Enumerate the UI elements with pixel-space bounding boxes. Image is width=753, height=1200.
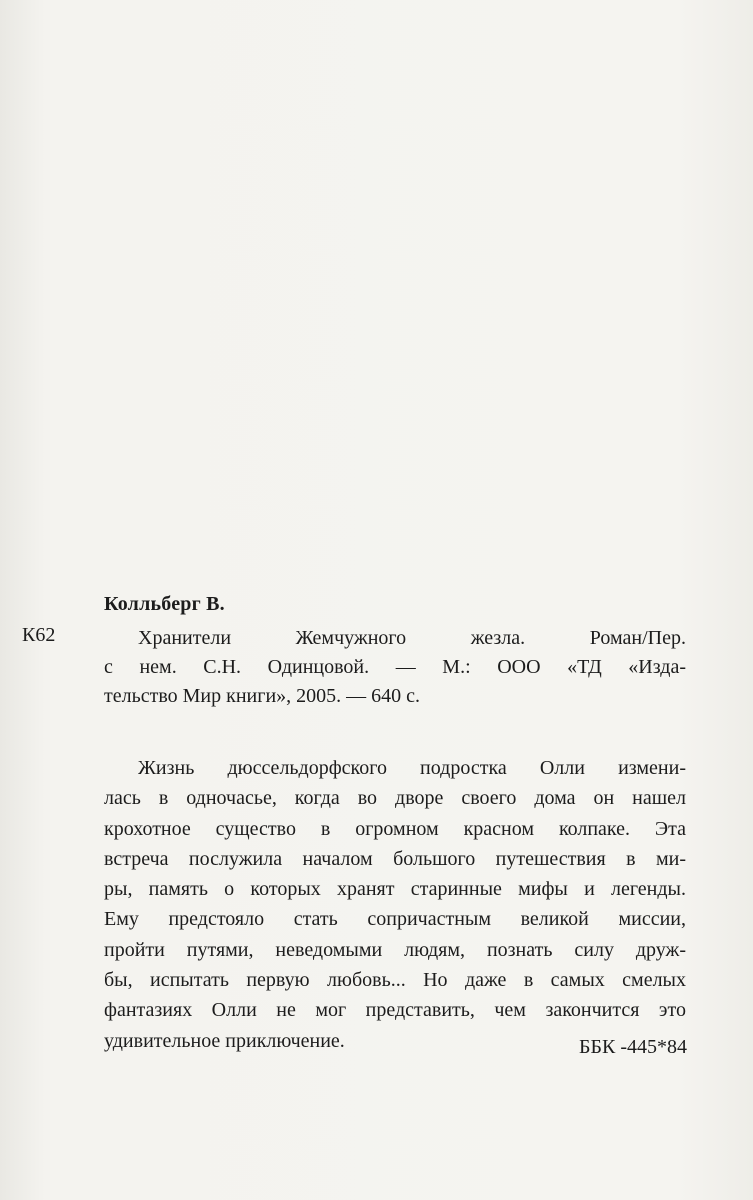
annotation-line: встреча послужила началом большого путешествия в ми- xyxy=(104,847,686,870)
annotation-paragraph xyxy=(104,753,686,1056)
annotation-line: ры, память о которых хранят старинные мифы и легенды. xyxy=(104,878,686,901)
bibliographic-description xyxy=(104,624,686,711)
author-name: Колльберг В. xyxy=(104,593,225,615)
annotation-line: бы, испытать первую любовь... Но даже в самых смелых xyxy=(104,969,686,992)
annotation-line: Жизнь дюссельдорфского подростка Олли измени- xyxy=(138,757,686,779)
annotation-line: удивительное приключение. xyxy=(104,1029,345,1052)
annotation-line: пройти путями, неведомыми людям, познать силу друж- xyxy=(104,938,686,961)
annotation-line: лась в одночасье, когда во дворе своего дома он нашел xyxy=(104,787,686,810)
biblio-line: с нем. С.Н. Одинцовой. — М.: ООО «ТД «Изда- xyxy=(104,656,686,678)
bbk-classification: ББК -445*84 xyxy=(579,1036,687,1058)
author-index-code: К62 xyxy=(22,624,56,646)
annotation-line: фантазиях Олли не мог представить, чем закончится это xyxy=(104,999,686,1022)
annotation-line: крохотное существо в огромном красном колпаке. Эта xyxy=(104,817,686,840)
biblio-line: Хранители Жемчужного жезла. Роман/Пер. xyxy=(138,627,686,649)
annotation-line: Ему предстояло стать сопричастным великой миссии, xyxy=(104,908,686,931)
biblio-line: тельство Мир книги», 2005. — 640 с. xyxy=(104,685,421,707)
